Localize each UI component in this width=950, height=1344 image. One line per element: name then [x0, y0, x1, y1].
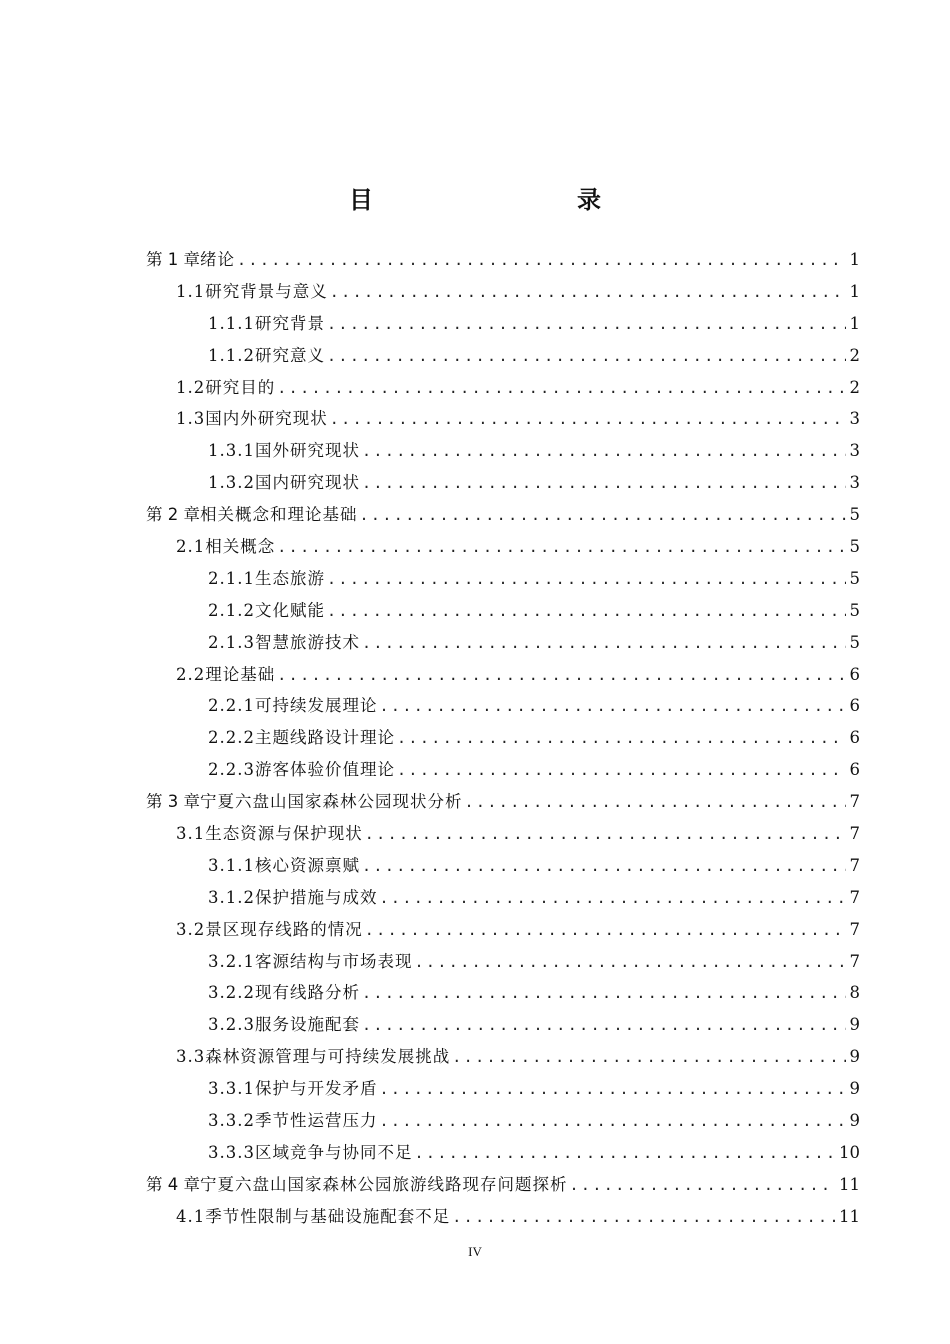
toc-entry[interactable] [146, 786, 860, 818]
dot-leader [330, 404, 846, 436]
toc-entry[interactable] [146, 850, 860, 882]
toc-entry-number: 第 2 章 [146, 505, 200, 525]
toc-entry-page: 5 [849, 632, 860, 652]
toc-entry-number: 2.2.2 [208, 728, 255, 748]
toc-entry[interactable] [146, 372, 860, 404]
toc-entry-number: 2.2.3 [208, 760, 255, 780]
toc-entry[interactable] [146, 435, 860, 467]
toc-entry-label: 宁夏六盘山国家森林公园现状分析 [200, 792, 463, 812]
dot-leader [379, 1074, 845, 1106]
toc-entry-label: 国外研究现状 [254, 441, 360, 461]
toc-entry-label: 理论基础 [205, 664, 276, 684]
toc-entry-page: 9 [849, 1079, 860, 1099]
toc-entry-number: 3.3.2 [208, 1111, 255, 1131]
toc-entry-number: 3.3.1 [208, 1079, 255, 1099]
toc-entry-page: 7 [849, 792, 860, 812]
toc-entry-page: 11 [839, 1206, 860, 1226]
toc-entry-number: 2.1.2 [208, 600, 255, 620]
toc-entry-number: 1.2 [176, 377, 206, 397]
toc-entry-number: 1.3.2 [208, 473, 255, 493]
toc-entry-number: 3.2.3 [208, 1015, 255, 1035]
dot-leader [379, 691, 845, 723]
toc-entry-page: 7 [849, 824, 860, 844]
toc-entry-number: 1.3 [176, 409, 206, 429]
dot-leader [327, 341, 846, 373]
toc-entry[interactable] [146, 1169, 860, 1201]
toc-entry-label: 文化赋能 [254, 600, 325, 620]
toc-entry-page: 6 [849, 760, 860, 780]
toc-entry-number: 1.1.2 [208, 345, 255, 365]
toc-entry-label: 相关概念和理论基础 [200, 505, 358, 525]
toc-entry[interactable] [146, 659, 860, 691]
toc-entry[interactable] [146, 627, 860, 659]
toc-entry-page: 1 [849, 313, 860, 333]
toc-entry[interactable] [146, 244, 860, 276]
toc-entry-number: 2.1.1 [208, 568, 255, 588]
toc-entry-label: 区域竞争与协同不足 [254, 1142, 413, 1162]
toc-entry-page: 6 [849, 696, 860, 716]
toc-entry-number: 1.3.1 [208, 441, 255, 461]
dot-leader [362, 436, 846, 468]
toc-entry-number: 3.3 [176, 1047, 206, 1067]
toc-entry[interactable] [146, 722, 860, 754]
toc-entry[interactable] [146, 914, 860, 946]
dot-leader [379, 1106, 845, 1138]
toc-entry[interactable] [146, 690, 860, 722]
toc-entry-number: 3.1 [176, 824, 206, 844]
toc-entry-label: 研究目的 [205, 377, 276, 397]
toc-entry-label: 季节性运营压力 [254, 1111, 378, 1131]
toc-entry[interactable] [146, 595, 860, 627]
toc-entry-number: 第 4 章 [146, 1174, 200, 1194]
toc-entry-label: 国内研究现状 [254, 473, 360, 493]
dot-leader [277, 660, 845, 692]
toc-entry-number: 3.3.3 [208, 1142, 255, 1162]
toc-entry-number: 3.1.1 [208, 855, 255, 875]
toc-entry-page: 2 [849, 377, 860, 397]
toc-entry-page: 6 [849, 664, 860, 684]
dot-leader [360, 500, 846, 532]
toc-entry-page: 1 [849, 281, 860, 301]
dot-leader [277, 532, 845, 564]
page-title: 目 录 [349, 186, 653, 214]
toc-entry[interactable] [146, 946, 860, 978]
toc-entry-label: 服务设施配套 [254, 1015, 360, 1035]
toc-entry-number: 2.1 [176, 537, 206, 557]
toc-entry-page: 8 [849, 983, 860, 1003]
toc-entry[interactable] [146, 1009, 860, 1041]
dot-leader [452, 1042, 845, 1074]
toc-entry-label: 景区现存线路的情况 [205, 919, 363, 939]
dot-leader [237, 245, 846, 277]
toc-entry-number: 2.1.3 [208, 632, 255, 652]
toc-entry-label: 绪论 [200, 250, 235, 269]
toc-entry-label: 相关概念 [205, 537, 276, 557]
toc-entry-page: 11 [839, 1174, 860, 1194]
toc-entry-page: 9 [849, 1047, 860, 1067]
toc-entry[interactable] [146, 1105, 860, 1137]
toc-entry-page: 5 [849, 568, 860, 588]
toc-entry[interactable] [146, 1201, 860, 1233]
dot-leader [327, 596, 846, 628]
dot-leader [362, 851, 846, 883]
toc-entry-label: 核心资源禀赋 [254, 855, 360, 875]
dot-leader [379, 883, 845, 915]
toc-entry-page: 7 [849, 887, 860, 907]
toc-entry-label: 森林资源管理与可持续发展挑战 [205, 1047, 451, 1067]
toc-entry-label: 研究背景 [254, 313, 325, 333]
toc-entry-page: 9 [849, 1015, 860, 1035]
toc-entry-number: 3.2.1 [208, 951, 255, 971]
toc-entry-page: 3 [849, 409, 860, 429]
toc-entry-number: 3.2 [176, 919, 206, 939]
toc-entry-label: 生态资源与保护现状 [205, 824, 363, 844]
toc-entry-number: 1.1.1 [208, 313, 255, 333]
toc-entry-label: 研究背景与意义 [205, 281, 328, 301]
toc-entry-number: 3.2.2 [208, 983, 255, 1003]
toc-entry-page: 10 [839, 1142, 860, 1162]
toc-entry-page: 5 [849, 600, 860, 620]
toc-entry-number: 第 1 章 [146, 250, 200, 269]
toc-entry-label: 研究意义 [254, 345, 325, 365]
toc-entry[interactable] [146, 308, 860, 340]
toc-entry-page: 7 [849, 919, 860, 939]
toc-entry[interactable] [146, 1137, 860, 1169]
toc-entry[interactable] [146, 1041, 860, 1073]
toc-entry[interactable] [146, 467, 860, 499]
toc-entry-number: 3.1.2 [208, 887, 255, 907]
toc-entry-label: 生态旅游 [254, 568, 325, 588]
dot-leader [570, 1170, 836, 1202]
dot-leader [362, 628, 846, 660]
dot-leader [365, 915, 846, 947]
dot-leader [397, 723, 846, 755]
toc-entry[interactable] [146, 276, 860, 308]
toc-entry-label: 现有线路分析 [254, 983, 360, 1003]
toc-entry-number: 4.1 [176, 1206, 206, 1226]
page-number: IV [468, 1244, 482, 1259]
dot-leader [414, 947, 845, 979]
toc-entry[interactable] [146, 340, 860, 372]
toc-entry[interactable] [146, 818, 860, 850]
dot-leader [362, 978, 846, 1010]
toc-entry-number: 第 3 章 [146, 792, 200, 812]
toc-entry[interactable] [146, 499, 860, 531]
toc-entry-page: 7 [849, 855, 860, 875]
dot-leader [365, 819, 846, 851]
toc-entry-page: 5 [849, 505, 860, 525]
toc-entry[interactable] [146, 531, 860, 563]
toc-entry[interactable] [146, 977, 860, 1009]
toc-entry-label: 可持续发展理论 [254, 696, 378, 716]
dot-leader [327, 309, 846, 341]
toc-entry-number: 2.2 [176, 664, 206, 684]
dot-leader [465, 787, 846, 819]
toc-entry[interactable] [146, 403, 860, 435]
toc-entry-label: 国内外研究现状 [205, 409, 328, 429]
dot-leader [327, 564, 846, 596]
toc-entry-label: 宁夏六盘山国家森林公园旅游线路现存问题探析 [200, 1174, 568, 1194]
toc-entry-label: 智慧旅游技术 [254, 632, 360, 652]
dot-leader [397, 755, 846, 787]
toc-entry-label: 主题线路设计理论 [254, 728, 395, 748]
table-of-contents [146, 244, 860, 1233]
dot-leader [452, 1202, 835, 1234]
toc-entry[interactable] [146, 882, 860, 914]
toc-entry[interactable] [146, 754, 860, 786]
dot-leader [362, 468, 846, 500]
toc-entry-page: 9 [849, 1111, 860, 1131]
toc-entry-page: 1 [849, 250, 860, 269]
toc-entry[interactable] [146, 1073, 860, 1105]
toc-entry-label: 保护措施与成效 [254, 887, 378, 907]
toc-entry-label: 客源结构与市场表现 [254, 951, 413, 971]
dot-leader [414, 1138, 835, 1170]
toc-entry-number: 1.1 [176, 281, 206, 301]
toc-entry-label: 保护与开发矛盾 [254, 1079, 378, 1099]
toc-entry-label: 游客体验价值理论 [254, 760, 395, 780]
dot-leader [362, 1010, 846, 1042]
toc-entry[interactable] [146, 563, 860, 595]
toc-entry-label: 季节性限制与基础设施配套不足 [205, 1206, 451, 1226]
toc-entry-page: 3 [849, 441, 860, 461]
toc-entry-number: 2.2.1 [208, 696, 255, 716]
toc-entry-page: 3 [849, 473, 860, 493]
toc-entry-page: 2 [849, 345, 860, 365]
toc-entry-page: 5 [849, 537, 860, 557]
dot-leader [277, 373, 845, 405]
toc-entry-page: 7 [849, 951, 860, 971]
dot-leader [330, 277, 846, 309]
toc-entry-page: 6 [849, 728, 860, 748]
